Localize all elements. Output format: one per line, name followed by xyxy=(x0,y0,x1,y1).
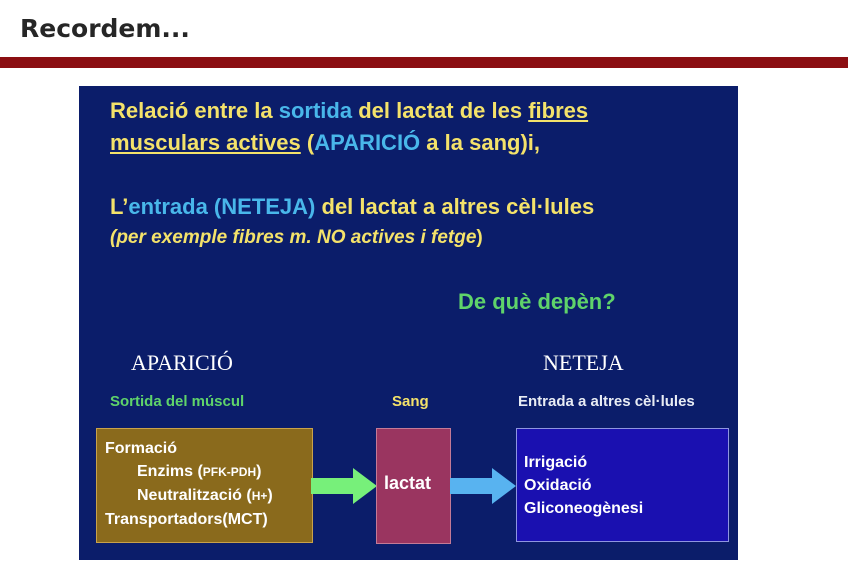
box-clearance-line-2: Oxidació xyxy=(524,477,592,494)
slide xyxy=(79,86,738,560)
text-line-3-a: L’ xyxy=(110,194,129,219)
text-line-4 xyxy=(110,227,483,249)
box-formation-line-3-b: H+ xyxy=(251,489,268,503)
text-line-1-d: fibres xyxy=(528,98,589,123)
text-line-4-b: ) xyxy=(476,227,483,248)
text-line-3 xyxy=(110,194,594,220)
text-line-3-c: del lactat a altres cèl·lules xyxy=(315,194,595,219)
text-line-1 xyxy=(110,98,588,124)
heading-aparicio: APARICIÓ xyxy=(131,350,233,375)
text-line-1-c: del lactat de les xyxy=(352,98,529,123)
title-divider xyxy=(0,57,848,68)
box-formation xyxy=(96,428,313,543)
text-line-3-b: entrada (NETEJA) xyxy=(128,194,316,219)
box-formation-line-2 xyxy=(137,463,261,481)
box-formation-line-3 xyxy=(137,487,273,505)
text-line-1-a: Relació entre la xyxy=(110,98,279,123)
label-cells: Entrada a altres cèl·lules xyxy=(518,393,695,410)
text-line-2-c: APARICIÓ xyxy=(314,130,421,155)
page-title: Recordem... xyxy=(20,14,190,43)
box-formation-line-3-c: ) xyxy=(267,487,273,504)
box-formation-line-4: Transportadors(MCT) xyxy=(105,511,268,528)
box-lactate-label: lactat xyxy=(384,473,432,493)
text-line-4-a: (per exemple fibres m. NO actives i fetge xyxy=(110,227,477,248)
label-muscle: Sortida del múscul xyxy=(110,393,245,410)
text-line-2-a: musculars actives xyxy=(110,130,301,155)
box-clearance-line-3: Gliconeogènesi xyxy=(524,500,644,517)
arrow-right-blue-icon xyxy=(450,468,516,504)
heading-neteja: NETEJA xyxy=(543,350,624,375)
box-clearance-line-1: Irrigació xyxy=(524,454,588,471)
text-line-1-b: sortida xyxy=(278,98,353,123)
label-blood: Sang xyxy=(392,393,429,410)
box-formation-line-2-a: Enzims ( xyxy=(137,463,203,480)
box-formation-line-2-c: ) xyxy=(256,463,262,480)
box-lactate xyxy=(376,428,451,544)
question-text: De què depèn? xyxy=(458,289,616,314)
box-formation-line-2-b: PFK-PDH xyxy=(202,465,257,479)
text-line-2-d: a la sang)i, xyxy=(420,130,540,155)
box-clearance xyxy=(516,428,729,542)
box-formation-line-1: Formació xyxy=(105,440,178,457)
text-line-2-b: ( xyxy=(300,130,315,155)
box-formation-line-3-a: Neutralització ( xyxy=(137,487,252,504)
text-line-2 xyxy=(110,130,540,156)
arrow-right-green-icon xyxy=(311,468,377,504)
